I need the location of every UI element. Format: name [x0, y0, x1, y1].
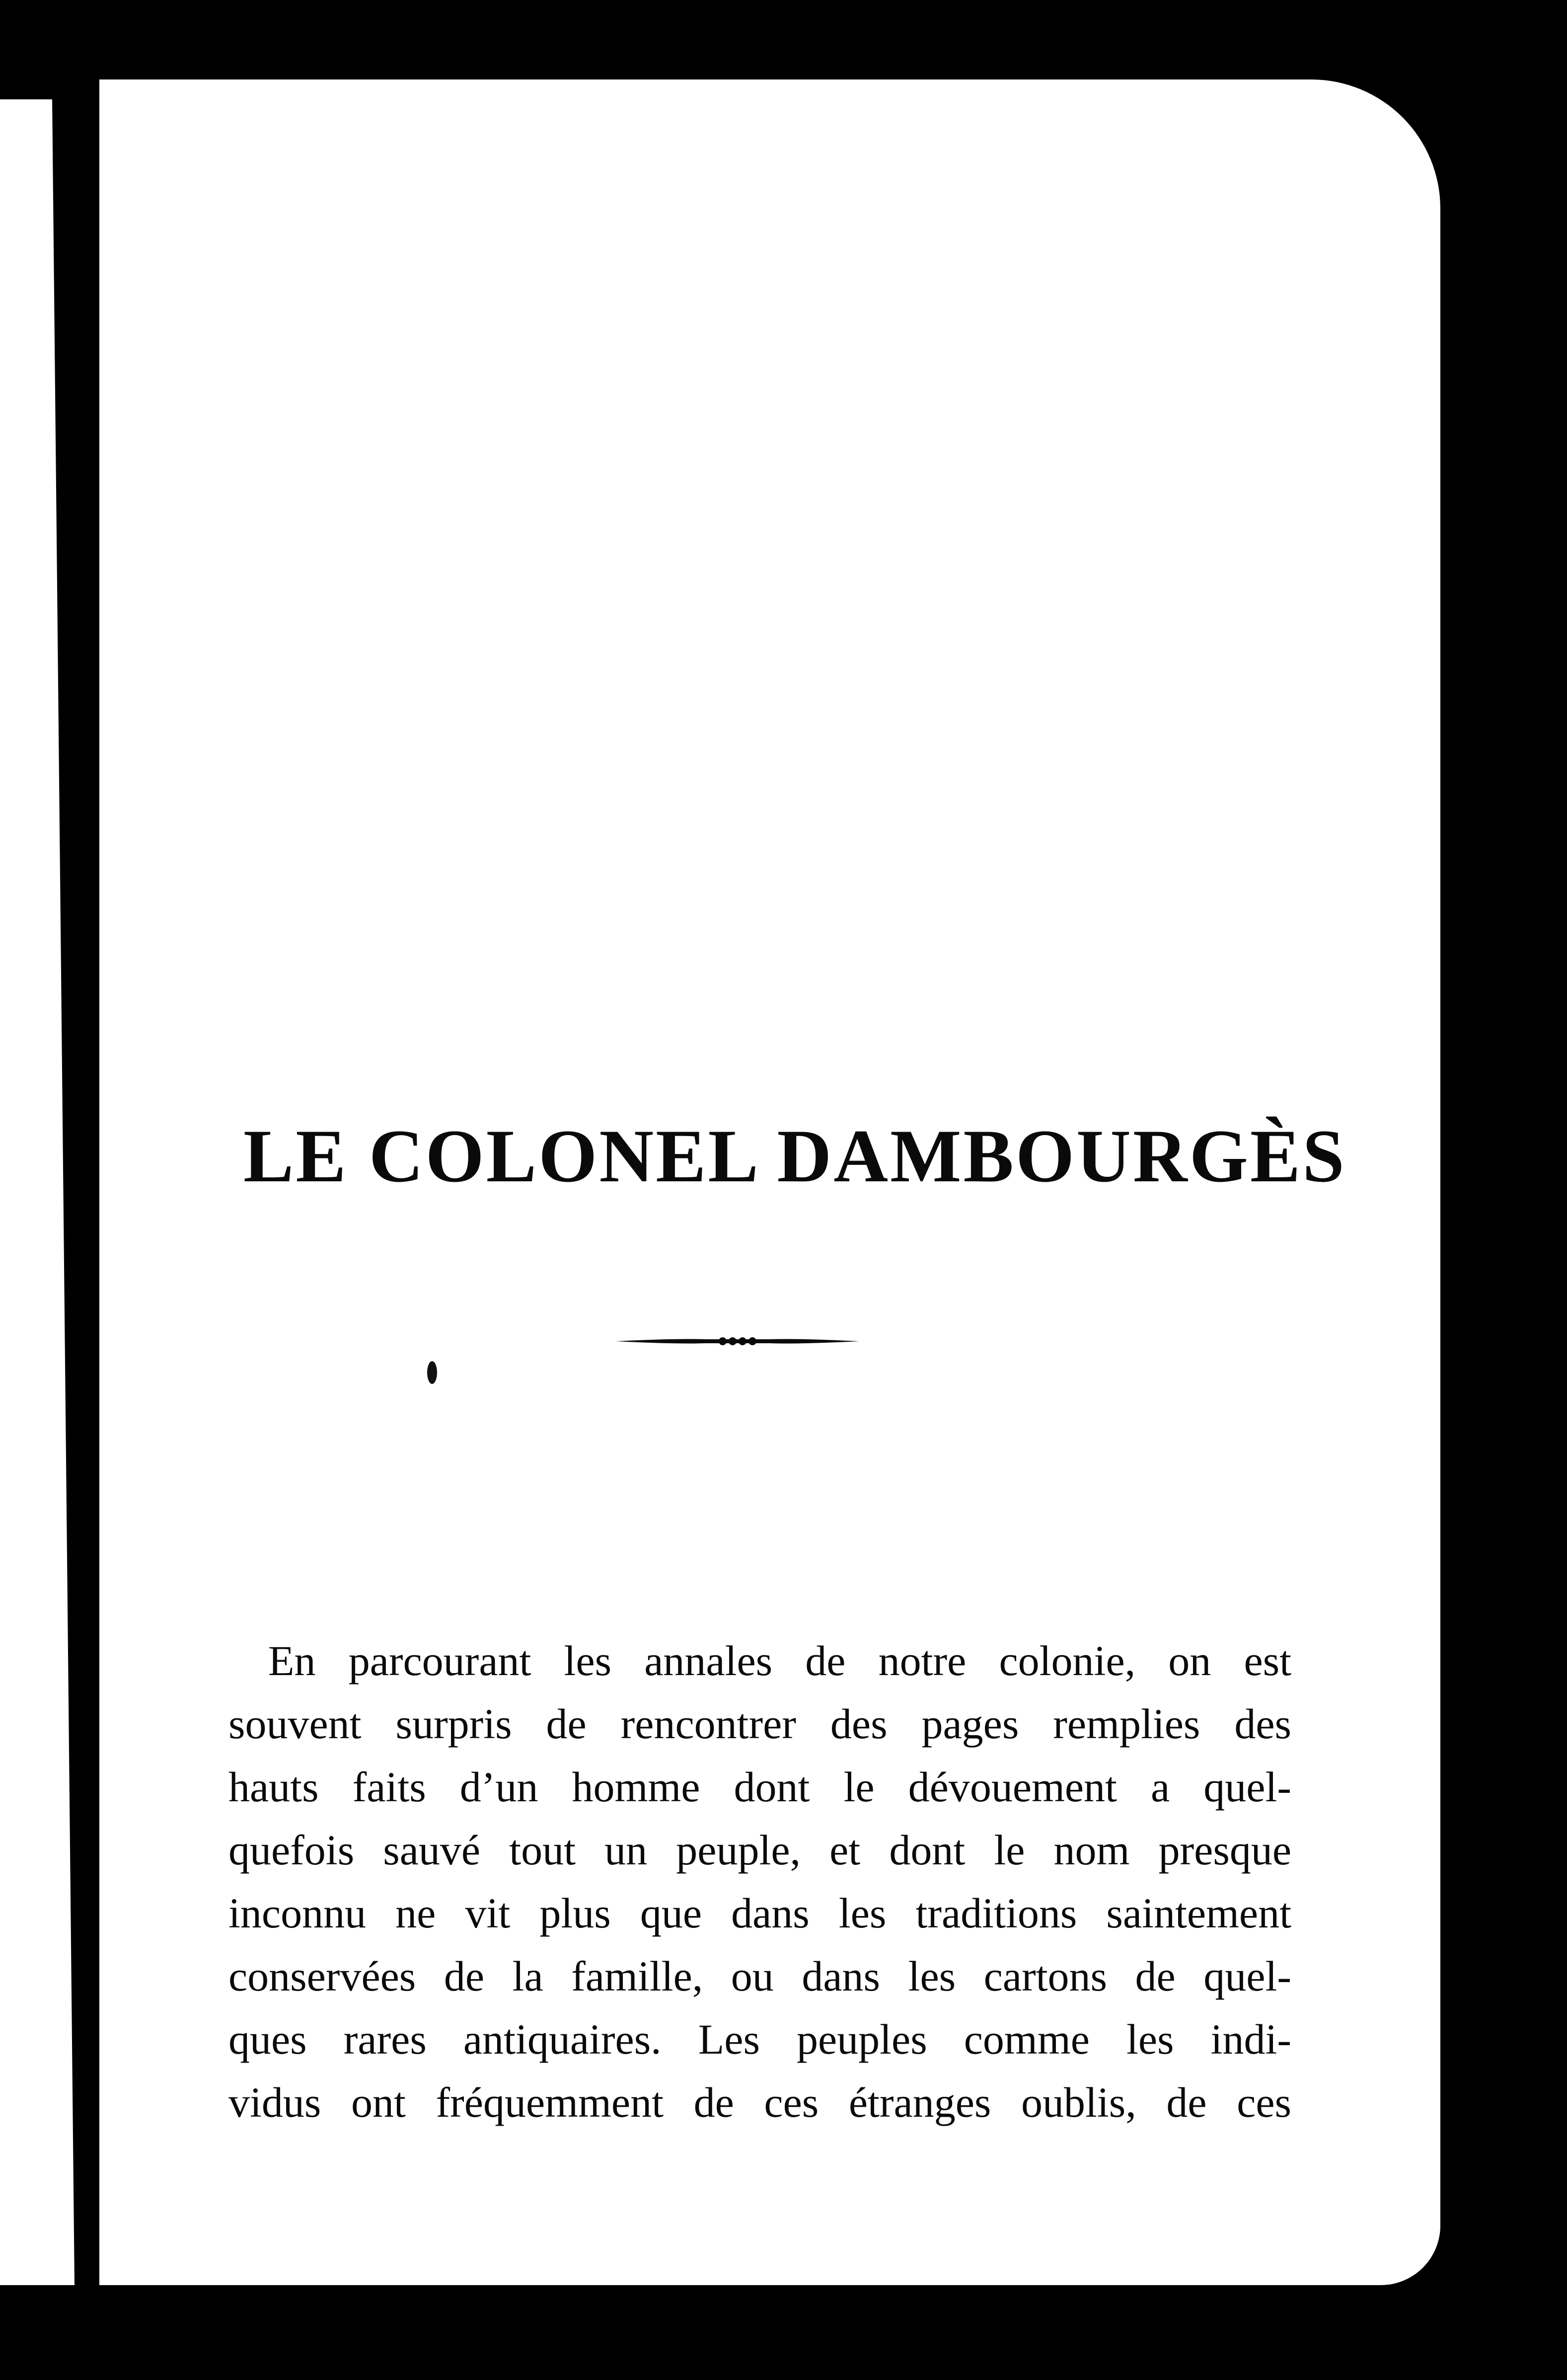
adjacent-page-edge	[0, 99, 75, 2285]
paragraph-line: ques rares antiquaires. Les peuples comme les indi-	[228, 2015, 1291, 2063]
paragraph-line: hauts faits d’un homme dont le dévouement a quel-	[228, 1763, 1291, 1811]
paragraph-line: En parcourant les annales de notre colonie, on est	[268, 1637, 1291, 1685]
body-paragraph	[228, 1629, 1291, 2134]
book-page	[99, 79, 1440, 2285]
paragraph-line: conservées de la famille, ou dans les cartons de quel-	[228, 1952, 1291, 2000]
chapter-title: LE COLONEL DAMBOURGÈS	[243, 1114, 1346, 1198]
paragraph-line: quefois sauvé tout un peuple, et dont le nom presque	[228, 1826, 1291, 1874]
paragraph-line: inconnu ne vit plus que dans les traditions saintement	[228, 1889, 1291, 1937]
paragraph-line: vidus ont fréquemment de ces étranges oublis, de ces	[228, 2078, 1291, 2126]
ink-speck	[427, 1361, 437, 1384]
rule-ornament	[616, 1334, 859, 1349]
paragraph-line: souvent surpris de rencontrer des pages remplies des	[228, 1700, 1291, 1748]
